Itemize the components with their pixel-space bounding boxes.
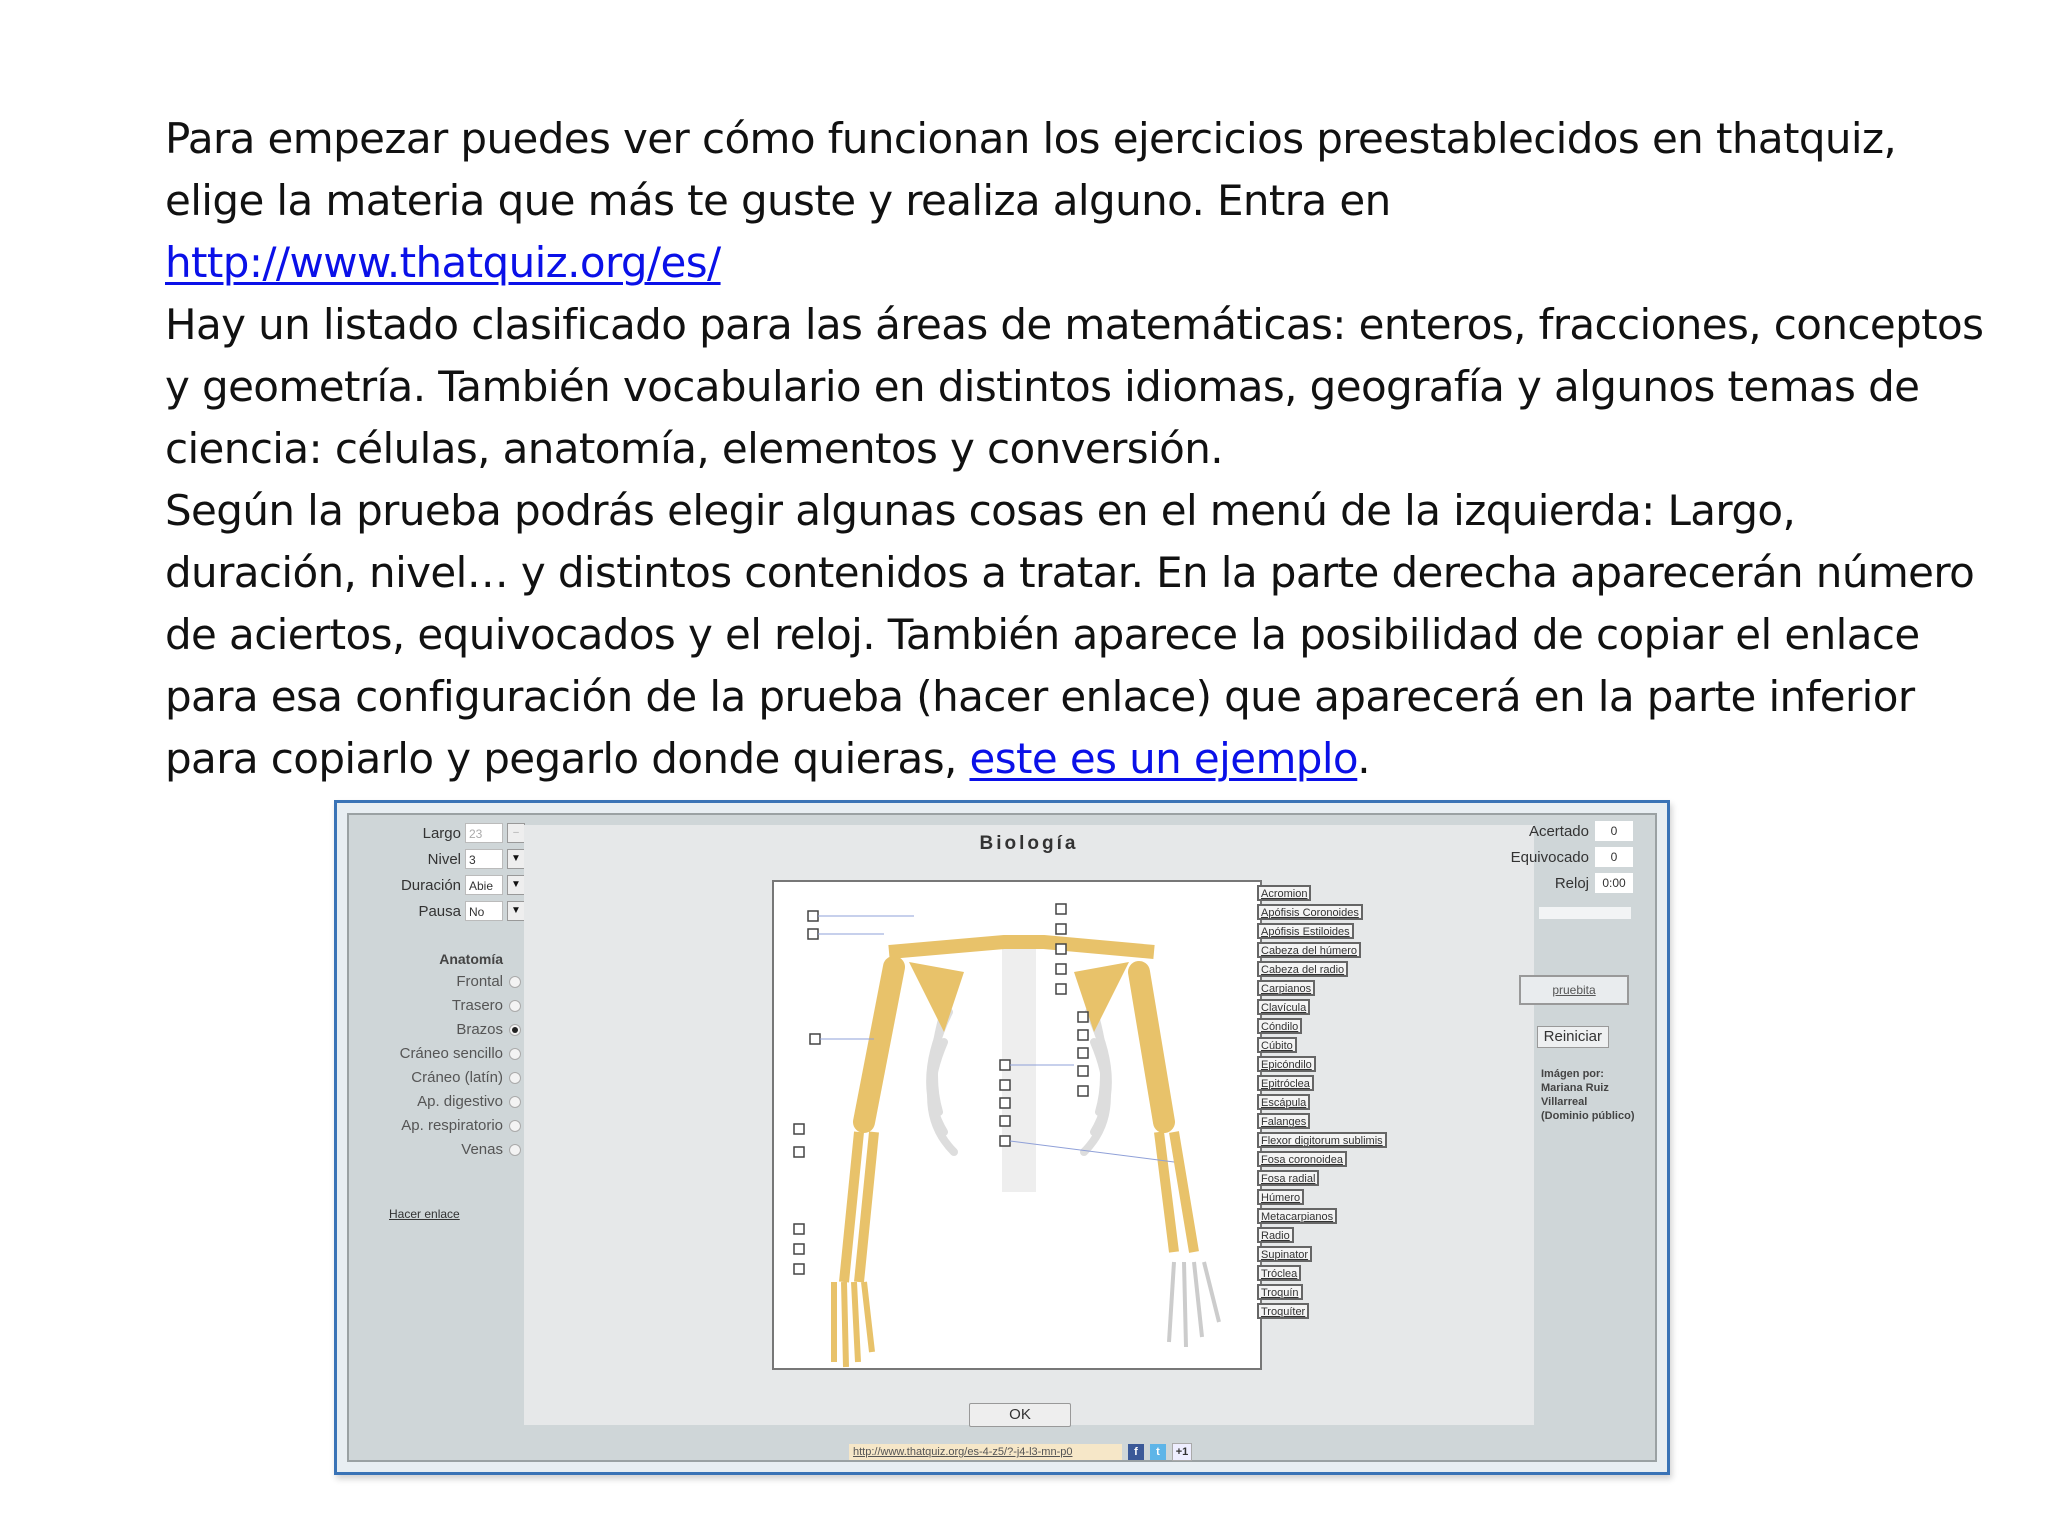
label-option[interactable]: Epitróclea <box>1257 1075 1314 1091</box>
radio-trasero[interactable] <box>452 997 521 1014</box>
period: . <box>1357 734 1371 783</box>
radio-frontal[interactable] <box>456 973 521 990</box>
control-pausa[interactable] <box>418 901 525 921</box>
label-option[interactable]: Apófisis Estiloides <box>1257 923 1354 939</box>
radio-label: Cráneo sencillo <box>399 1045 503 1062</box>
radio-label: Trasero <box>451 997 503 1014</box>
facebook-icon[interactable]: f <box>1128 1444 1144 1460</box>
paragraph-intro <box>165 108 1995 294</box>
radio-ap-respiratorio[interactable] <box>401 1117 521 1134</box>
radio-craneo-latin[interactable] <box>411 1069 521 1086</box>
document-text <box>165 108 1995 790</box>
stat-equivocado <box>1511 847 1633 867</box>
stat-reloj <box>1555 873 1633 893</box>
duracion-label: Duración <box>400 876 461 894</box>
chevron-down-icon[interactable]: ▼ <box>507 875 525 895</box>
control-largo[interactable] <box>423 823 525 843</box>
stat-label: Acertado <box>1528 822 1589 840</box>
reiniciar-button[interactable]: Reiniciar <box>1537 1026 1609 1048</box>
largo-field[interactable]: 23 <box>465 823 503 843</box>
radio-label: Brazos <box>456 1021 503 1038</box>
radio-craneo-sencillo[interactable] <box>400 1045 521 1062</box>
chevron-down-icon[interactable]: ▼ <box>507 901 525 921</box>
radio-icon[interactable] <box>509 1000 521 1012</box>
right-stats-panel <box>1510 815 1655 1460</box>
label-option[interactable]: Escápula <box>1257 1094 1310 1110</box>
paragraph-menu <box>165 480 1995 790</box>
thatquiz-screenshot <box>334 800 1670 1475</box>
label-option[interactable]: Cabeza del húmero <box>1257 942 1361 958</box>
quiz-title: Biología <box>979 833 1079 854</box>
label-option[interactable]: Falanges <box>1257 1113 1310 1129</box>
radio-icon[interactable] <box>509 1144 521 1156</box>
menu-text: Según la prueba podrás elegir algunas cosas en el menú de la izquierda: Largo, duración, nivel… y distintos contenidos a tratar. En la parte derecha aparecerán número de aciertos, equivocados y el reloj. También aparece la posibilidad de copiar el enlace para esa configuración de la prueba (hacer enlace) que aparecerá en la parte inferior para copiarlo y pegarlo donde quieras, <box>165 486 1975 783</box>
quiz-main-area <box>524 825 1534 1425</box>
twitter-icon[interactable]: t <box>1150 1444 1166 1460</box>
duracion-select[interactable]: Abie <box>465 875 503 895</box>
intro-line-1: Para empezar puedes ver cómo funcionan los ejercicios preestablecidos en thatquiz, <box>165 114 1897 163</box>
label-option[interactable]: Troquíter <box>1257 1303 1309 1319</box>
share-bar <box>849 1443 1192 1461</box>
radio-ap-digestivo[interactable] <box>417 1093 521 1110</box>
radio-label: Cráneo (latín) <box>411 1069 503 1086</box>
largo-label: Largo <box>422 824 461 842</box>
stat-value: 0 <box>1595 821 1633 841</box>
label-option[interactable]: Cóndilo <box>1257 1018 1302 1034</box>
stat-value: 0 <box>1595 847 1633 867</box>
radio-label: Venas <box>461 1141 503 1158</box>
label-option[interactable]: Cúbito <box>1257 1037 1297 1053</box>
answer-labels-list <box>1257 885 1387 1319</box>
radio-checked-icon[interactable] <box>509 1024 521 1036</box>
progress-bar <box>1539 907 1631 919</box>
control-nivel[interactable] <box>428 849 525 869</box>
nivel-label: Nivel <box>427 850 461 868</box>
arm-skeleton-diagram <box>772 880 1262 1370</box>
label-option[interactable]: Fosa coronoidea <box>1257 1151 1347 1167</box>
largo-dropdown-icon[interactable]: – <box>507 823 525 843</box>
paragraph-areas: Hay un listado clasificado para las áreas de matemáticas: enteros, fracciones, conceptos y geometría. También vocabulario en distintos idiomas, geografía y algunos temas de ciencia: células, anatomía, elementos y conversión. <box>165 300 1984 473</box>
skeleton-illustration-icon <box>774 882 1262 1370</box>
radio-icon[interactable] <box>509 1120 521 1132</box>
label-option[interactable]: Carpianos <box>1257 980 1315 996</box>
generated-link[interactable]: http://www.thatquiz.org/es-4-z5/?-j4-l3-mn-p0 <box>849 1444 1122 1460</box>
control-duracion[interactable] <box>401 875 525 895</box>
chevron-down-icon[interactable]: ▼ <box>507 849 525 869</box>
stat-label: Reloj <box>1554 874 1589 892</box>
stat-label: Equivocado <box>1510 848 1589 866</box>
ok-button[interactable]: OK <box>969 1403 1071 1427</box>
google-plus-icon[interactable]: +1 <box>1172 1443 1192 1461</box>
label-option[interactable]: Troquín <box>1257 1284 1303 1300</box>
radio-label: Ap. respiratorio <box>401 1117 503 1134</box>
anatomia-title: Anatomía <box>439 951 503 967</box>
stat-acertado <box>1529 821 1633 841</box>
label-option[interactable]: Húmero <box>1257 1189 1304 1205</box>
quiz-frame <box>347 813 1657 1462</box>
left-options-panel <box>349 815 525 1460</box>
pausa-label: Pausa <box>418 902 461 920</box>
credit-line: Villarreal <box>1541 1096 1588 1108</box>
radio-label: Ap. digestivo <box>417 1093 503 1110</box>
image-credit <box>1541 1067 1634 1123</box>
radio-icon[interactable] <box>509 1096 521 1108</box>
example-link[interactable]: este es un ejemplo <box>969 734 1358 783</box>
label-option[interactable]: Tróclea <box>1257 1265 1301 1281</box>
radio-icon[interactable] <box>509 976 521 988</box>
label-option[interactable]: Flexor digitorum sublimis <box>1257 1132 1387 1148</box>
hacer-enlace-link[interactable]: Hacer enlace <box>389 1207 460 1221</box>
label-option[interactable]: Cabeza del radio <box>1257 961 1348 977</box>
label-option[interactable]: Clavícula <box>1257 999 1310 1015</box>
radio-icon[interactable] <box>509 1048 521 1060</box>
radio-icon[interactable] <box>509 1072 521 1084</box>
credit-line: (Dominio público) <box>1541 1110 1635 1122</box>
credit-line: Imágen por: <box>1541 1068 1604 1080</box>
radio-label: Frontal <box>456 973 503 990</box>
label-option[interactable]: Epicóndilo <box>1257 1056 1316 1072</box>
intro-line-2: elige la materia que más te guste y realiza alguno. Entra en <box>165 176 1391 225</box>
pruebita-button[interactable]: pruebita <box>1519 975 1629 1005</box>
stat-value: 0:00 <box>1595 873 1633 893</box>
label-option[interactable]: Supinator <box>1257 1246 1312 1262</box>
label-option[interactable]: Apófisis Coronoides <box>1257 904 1363 920</box>
thatquiz-link[interactable]: http://www.thatquiz.org/es/ <box>165 238 721 287</box>
label-option[interactable]: Radio <box>1257 1227 1294 1243</box>
label-option[interactable]: Acromion <box>1257 885 1311 901</box>
radio-brazos[interactable] <box>456 1021 521 1038</box>
pausa-select[interactable]: No <box>465 901 503 921</box>
nivel-select[interactable]: 3 <box>465 849 503 869</box>
radio-venas[interactable] <box>461 1141 521 1158</box>
label-option[interactable]: Metacarpianos <box>1257 1208 1337 1224</box>
label-option[interactable]: Fosa radial <box>1257 1170 1319 1186</box>
credit-line: Mariana Ruiz <box>1541 1082 1609 1094</box>
